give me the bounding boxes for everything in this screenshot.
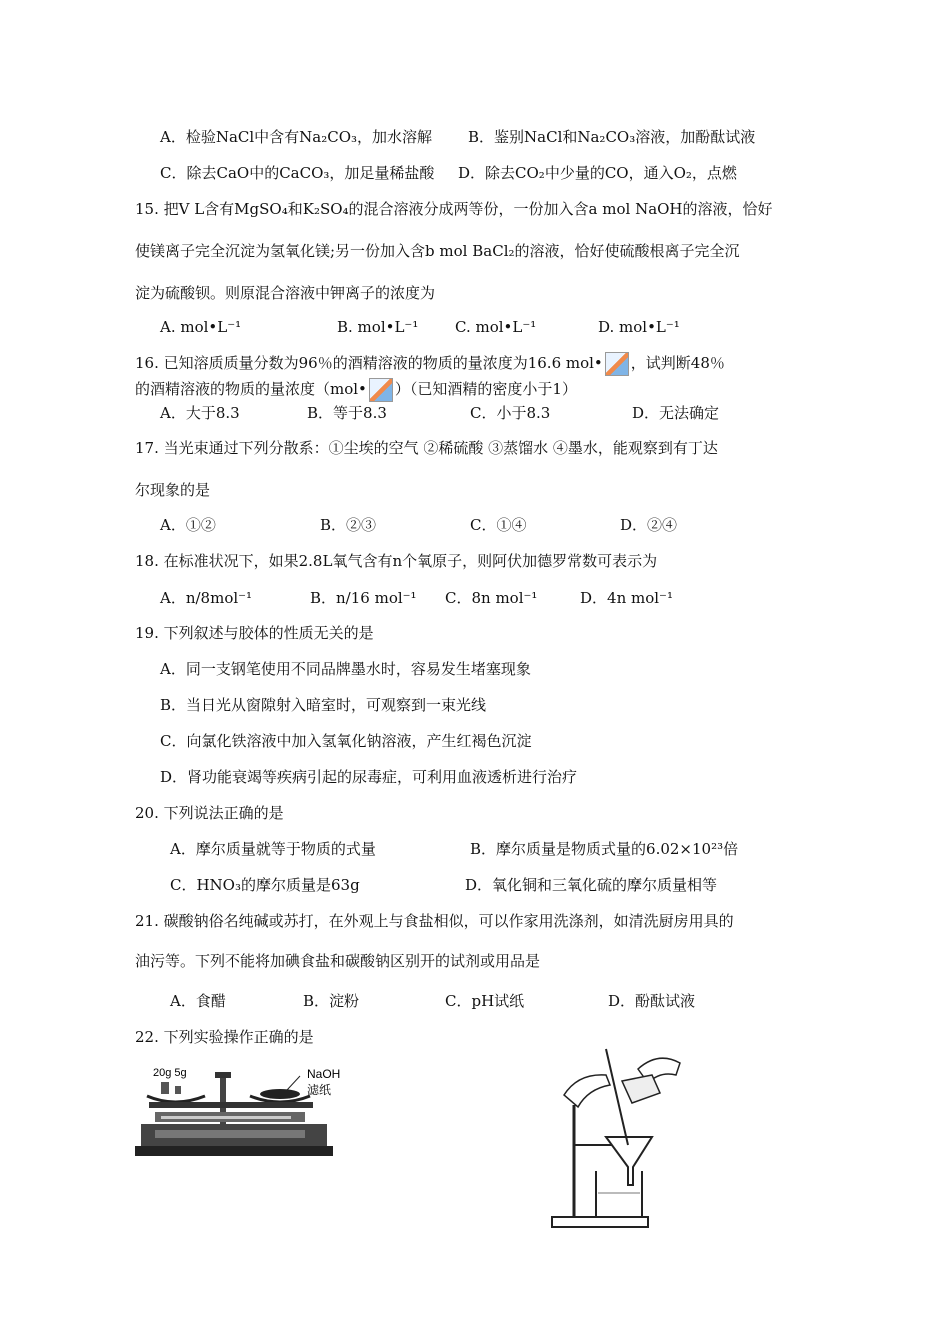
pouring-beaker bbox=[622, 1075, 660, 1103]
broken-image-icon bbox=[369, 378, 393, 402]
q15-stem-line1: 15. 把V L含有MgSO₄和K₂SO₄的混合溶液分成两等份，一份加入含a mol NaOH的溶液，恰好 bbox=[135, 200, 773, 218]
q21-option-b: B．淀粉 bbox=[303, 992, 360, 1010]
q20-stem: 20. 下列说法正确的是 bbox=[135, 804, 284, 822]
q19-stem: 19. 下列叙述与胶体的性质无关的是 bbox=[135, 624, 374, 642]
q16-stem-line2-text-a: 的酒精溶液的物质的量浓度（mol• bbox=[135, 380, 367, 398]
left-hand bbox=[564, 1075, 610, 1107]
q17-option-d: D．②④ bbox=[620, 516, 678, 534]
q17-option-a: A．①② bbox=[160, 516, 216, 534]
funnel bbox=[606, 1137, 652, 1185]
q19-option-d: D．肾功能衰竭等疾病引起的尿毒症，可利用血液透析进行治疗 bbox=[160, 768, 578, 786]
q15-option-a: A. mol•L⁻¹ bbox=[160, 318, 242, 336]
balance-beam bbox=[149, 1102, 313, 1108]
q18-stem: 18. 在标准状况下，如果2.8L氧气含有n个氧原子，则阿伏加德罗常数可表示为 bbox=[135, 552, 658, 570]
q16-option-d: D．无法确定 bbox=[632, 404, 720, 422]
naoh-sample bbox=[260, 1089, 300, 1099]
q16-stem-line1 bbox=[135, 352, 725, 376]
balance-weights-label: 20g 5g bbox=[153, 1067, 187, 1079]
weight-5g bbox=[175, 1086, 181, 1094]
q18-option-c: C．8n mol⁻¹ bbox=[445, 589, 538, 607]
q14-option-a: A．检验NaCl中含有Na₂CO₃，加水溶解 bbox=[160, 128, 433, 146]
filter-paper-label: 滤纸 bbox=[307, 1083, 332, 1097]
glass-rod bbox=[606, 1049, 628, 1145]
q21-option-d: D．酚酞试液 bbox=[608, 992, 696, 1010]
q17-stem-line1: 17. 当光束通过下列分散系：①尘埃的空气 ②稀硫酸 ③蒸馏水 ④墨水，能观察到有丁达 bbox=[135, 439, 718, 457]
q16-stem-line2 bbox=[135, 378, 577, 402]
q16-stem-line1-text-a: 16. 已知溶质质量分数为96％的酒精溶液的物质的量浓度为16.6 mol• bbox=[135, 354, 603, 372]
q14-option-b: B．鉴别NaCl和Na₂CO₃溶液，加酚酞试液 bbox=[468, 128, 756, 146]
beaker bbox=[596, 1171, 642, 1217]
balance-weighing-figure bbox=[135, 1062, 365, 1168]
q20-option-c: C．HNO₃的摩尔质量是63g bbox=[170, 876, 360, 894]
q21-option-a: A．食醋 bbox=[170, 992, 226, 1010]
q16-option-b: B．等于8.3 bbox=[307, 404, 387, 422]
filtration-apparatus-figure bbox=[548, 1045, 698, 1235]
q14-option-c: C．除去CaO中的CaCO₃，加足量稀盐酸 bbox=[160, 164, 435, 182]
q16-stem-line2-text-b: ）（已知酒精的密度小于1） bbox=[394, 380, 577, 398]
q18-option-a: A．n/8mol⁻¹ bbox=[160, 589, 253, 607]
q19-option-a: A．同一支钢笔使用不同品牌墨水时，容易发生堵塞现象 bbox=[160, 660, 531, 678]
q14-option-d: D．除去CO₂中少量的CO，通入O₂，点燃 bbox=[458, 164, 737, 182]
q15-option-d: D. mol•L⁻¹ bbox=[598, 318, 680, 336]
q19-option-c: C．向氯化铁溶液中加入氢氧化钠溶液，产生红褐色沉淀 bbox=[160, 732, 532, 750]
q16-option-c: C．小于8.3 bbox=[470, 404, 551, 422]
q20-option-a: A．摩尔质量就等于物质的式量 bbox=[170, 840, 376, 858]
q17-option-b: B．②③ bbox=[320, 516, 377, 534]
q18-option-b: B．n/16 mol⁻¹ bbox=[310, 589, 417, 607]
q15-stem-line3: 淀为硫酸钡。则原混合溶液中钾离子的浓度为 bbox=[135, 284, 436, 302]
weight-20g bbox=[161, 1082, 169, 1094]
q18-option-d: D．4n mol⁻¹ bbox=[580, 589, 673, 607]
q22-stem: 22. 下列实验操作正确的是 bbox=[135, 1028, 314, 1046]
stand-base bbox=[552, 1217, 648, 1227]
q21-stem-line1: 21. 碳酸钠俗名纯碱或苏打，在外观上与食盐相似，可以作家用洗涤剂，如清洗厨房用具的 bbox=[135, 912, 734, 930]
q20-option-d: D．氧化铜和三氧化硫的摩尔质量相等 bbox=[465, 876, 718, 894]
q15-option-b: B. mol•L⁻¹ bbox=[337, 318, 419, 336]
q17-stem-line2: 尔现象的是 bbox=[135, 481, 211, 499]
left-pan bbox=[147, 1096, 205, 1102]
naoh-label: NaOH bbox=[307, 1067, 341, 1081]
q16-option-a: A．大于8.3 bbox=[160, 404, 240, 422]
q19-option-b: B．当日光从窗隙射入暗室时，可观察到一束光线 bbox=[160, 696, 487, 714]
q21-option-c: C．pH试纸 bbox=[445, 992, 525, 1010]
q15-stem-line2: 使镁离子完全沉淀为氢氧化镁;另一份加入含b mol BaCl₂的溶液，恰好使硫酸根离子完全沉 bbox=[135, 242, 740, 260]
q15-option-c: C. mol•L⁻¹ bbox=[455, 318, 537, 336]
q21-stem-line2: 油污等。下列不能将加碘食盐和碳酸钠区别开的试剂或用品是 bbox=[135, 952, 541, 970]
q17-option-c: C．①④ bbox=[470, 516, 527, 534]
q20-option-b: B．摩尔质量是物质式量的6.02×10²³倍 bbox=[470, 840, 739, 858]
q16-stem-line1-text-b: ，试判断48％ bbox=[630, 354, 725, 372]
broken-image-icon bbox=[605, 352, 629, 376]
